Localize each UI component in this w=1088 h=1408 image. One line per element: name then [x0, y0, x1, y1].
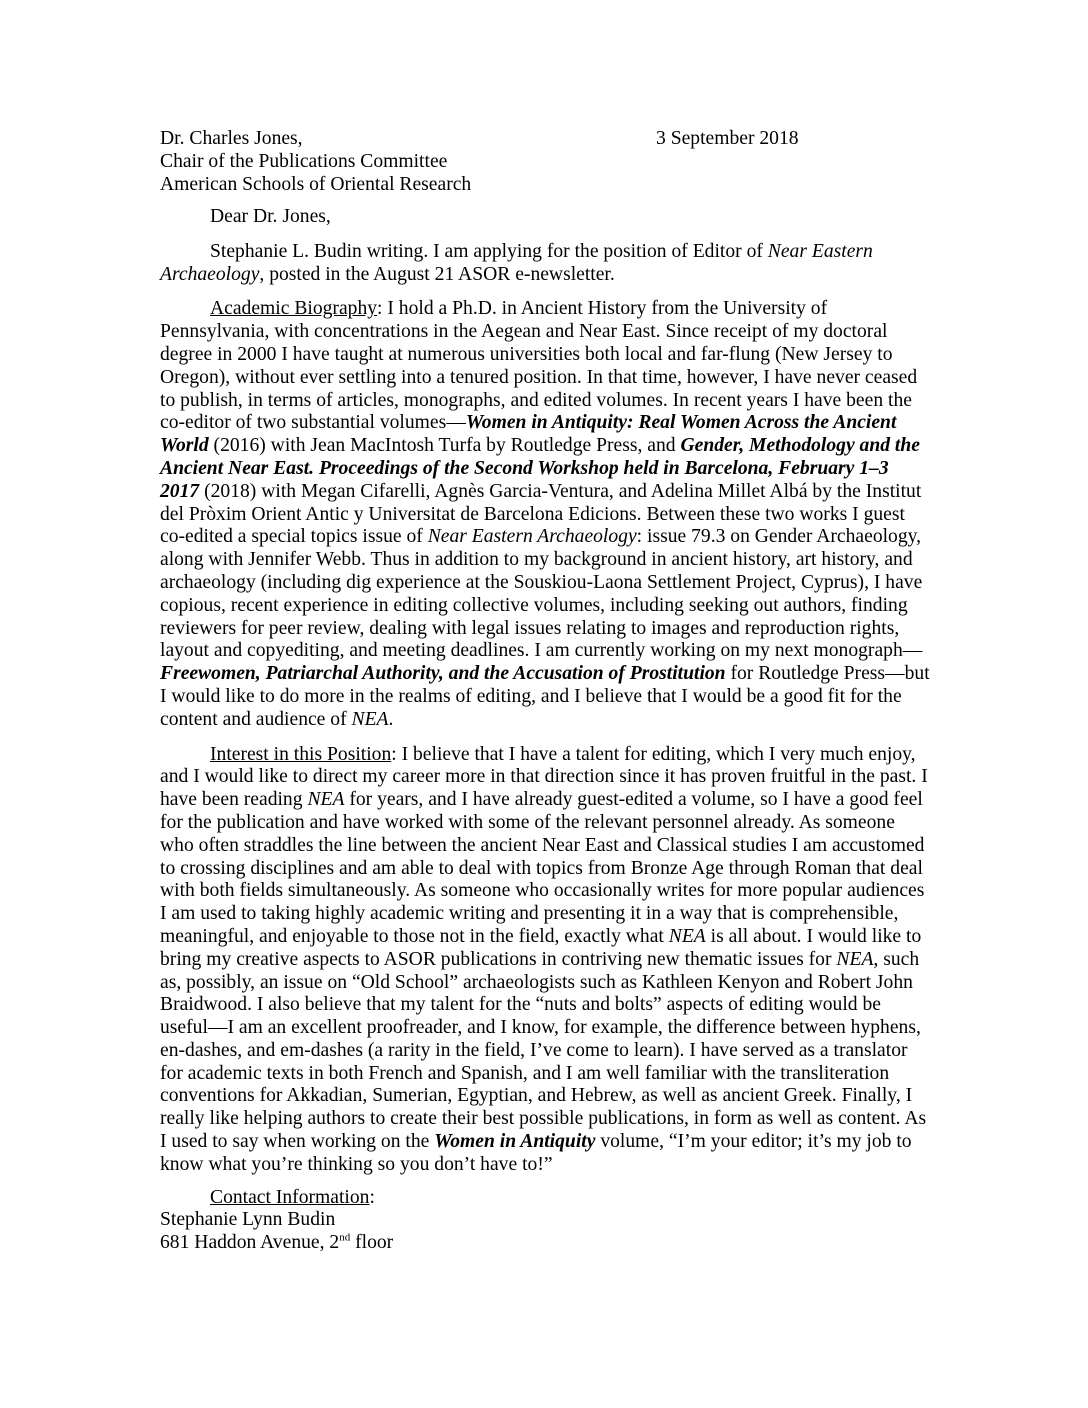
book-title: Gender, Methodology and the Ancient Near East. Proceedings of the Second Workshop held in Barcelona, February 1–3 2017 [160, 435, 920, 502]
contact-block [160, 1187, 930, 1255]
biography-text: for Routledge Press—but I would like to do more in the realms of editing, and I believe that I would be a good fit for the content and audience of [160, 663, 930, 730]
biography-text: : I hold a Ph.D. in Ancient History from the University of Pennsylvania, with concentrations in the Aegean and Near East. Since receipt of my doctoral degree in 2000 I have taught at numerous universities both local and far-flung (New Jersey to Oregon), without ever settling into a tenured position. In that time, however, I have never ceased to publish, in terms of articles, monographs, and edited volumes. In recent years I have been the co-editor of two substantial volumes— [160, 298, 918, 434]
book-title: Freewomen, Patriarchal Authority, and the Accusation of Prostitution [160, 663, 726, 685]
interest-text: : I believe that I have a talent for editing, which I very much enjoy, and I would like to direct my career more in that direction since it has proven fruitful in the past. I have been reading [160, 743, 928, 811]
recipient-organization: American Schools of Oriental Research [160, 173, 472, 195]
journal-abbrev: NEA [307, 789, 345, 811]
intro-text: Stephanie L. Budin writing. I am applying for the position of Editor of [210, 240, 768, 262]
journal-abbrev: NEA [836, 948, 874, 970]
journal-title: Near Eastern Archaeology [427, 526, 637, 548]
contact-heading-line [160, 1187, 930, 1210]
recipient-title: Chair of the Publications Committee [160, 150, 448, 172]
book-title: Women in Antiquity: Real Women Across the Ancient World [160, 412, 897, 457]
letter-date: 3 September 2018 [656, 128, 799, 149]
address-text: floor [350, 1232, 394, 1254]
interest-heading: Interest in this Position [210, 743, 392, 765]
biography-text: . [388, 708, 394, 730]
contact-name: Stephanie Lynn Budin [160, 1209, 336, 1231]
biography-heading: Academic Biography [210, 298, 378, 320]
salutation: Dear Dr. Jones, [210, 206, 331, 227]
biography-text: (2016) with Jean MacIntosh Turfa by Routledge Press, and [208, 435, 681, 457]
address-text: 681 Haddon Avenue, 2 [160, 1232, 340, 1254]
interest-text: volume, “I’m your editor; it’s my job to know what you’re thinking so you don’t have to!” [160, 1131, 912, 1175]
biography-text: : issue 79.3 on Gender Archaeology, along with Jennifer Webb. Thus in addition to my background in ancient history, art history, and archaeology (including dig experience at the Souskiou-Laona Settlement Project, Cyprus), I have copious, recent experience in editing collective volumes, including seeking out authors, finding reviewers for peer review, dealing with legal issues relating to images and reproduction rights, layout and copyediting, and meeting deadlines. I am currently working on my next monograph— [160, 526, 923, 662]
journal-title: Near Eastern Archaeology [160, 240, 873, 285]
biography-text: (2018) with Megan Cifarelli, Agnès Garcia-Ventura, and Adelina Millet Albá by the Institut del Pròxim Orient Antic y Universitat de Barcelona Edicions. Between these two works I guest co-edited a special topics issue of [160, 480, 922, 548]
interest-paragraph [160, 744, 930, 1177]
contact-colon: : [369, 1186, 375, 1208]
journal-abbrev: NEA [668, 925, 706, 947]
letter-body [160, 206, 930, 1255]
interest-text: for years, and I have already guest-edited a volume, so I have a good feel for the publication and have worked with some of the relevant personnel already. As someone who often straddles the line between the ancient Near East and Classical studies I am accustomed to crossing disciplines and am able to deal with topics from Bronze Age through Roman that deal with both fields simultaneously. As someone who occasionally writes for more popular audiences I am used to taking highly academic writing and presenting it in a way that is comprehensible, meaningful, and enjoyable to those not in the field, exactly what [160, 789, 925, 947]
interest-text: is all about. I would like to bring my creative aspects to ASOR publications in contriving new thematic issues for [160, 925, 922, 970]
book-title: Women in Antiquity [434, 1131, 596, 1153]
contact-address [160, 1232, 930, 1255]
recipient-name: Dr. Charles Jones, [160, 128, 303, 149]
intro-paragraph [160, 241, 930, 287]
journal-abbrev: NEA [351, 708, 389, 730]
contact-heading: Contact Information [210, 1186, 370, 1208]
address-superscript: nd [339, 1231, 351, 1244]
biography-paragraph [160, 298, 930, 731]
recipient-block [160, 128, 960, 196]
intro-text: , posted in the August 21 ASOR e-newsletter. [259, 263, 615, 285]
interest-text: , such as, possibly, an issue on “Old School” archaeologists such as Kathleen Kenyon and Robert John Braidwood. I also believe that my talent for the “nuts and bolts” aspects of editing would be useful—I am an excellent proofreader, and I know, for example, the difference between hyphens, en-dashes, and em-dashes (a rarity in the field, I’ve come to learn). I have served as a translator for academic texts in both French and Spanish, and I am well familiar with the transliteration conventions for Akkadian, Sumerian, Egyptian, and Hebrew, as well as ancient Greek. Finally, I really like helping authors to create their best possible publications, in form as well as content. As I used to say when working on the [160, 948, 927, 1153]
